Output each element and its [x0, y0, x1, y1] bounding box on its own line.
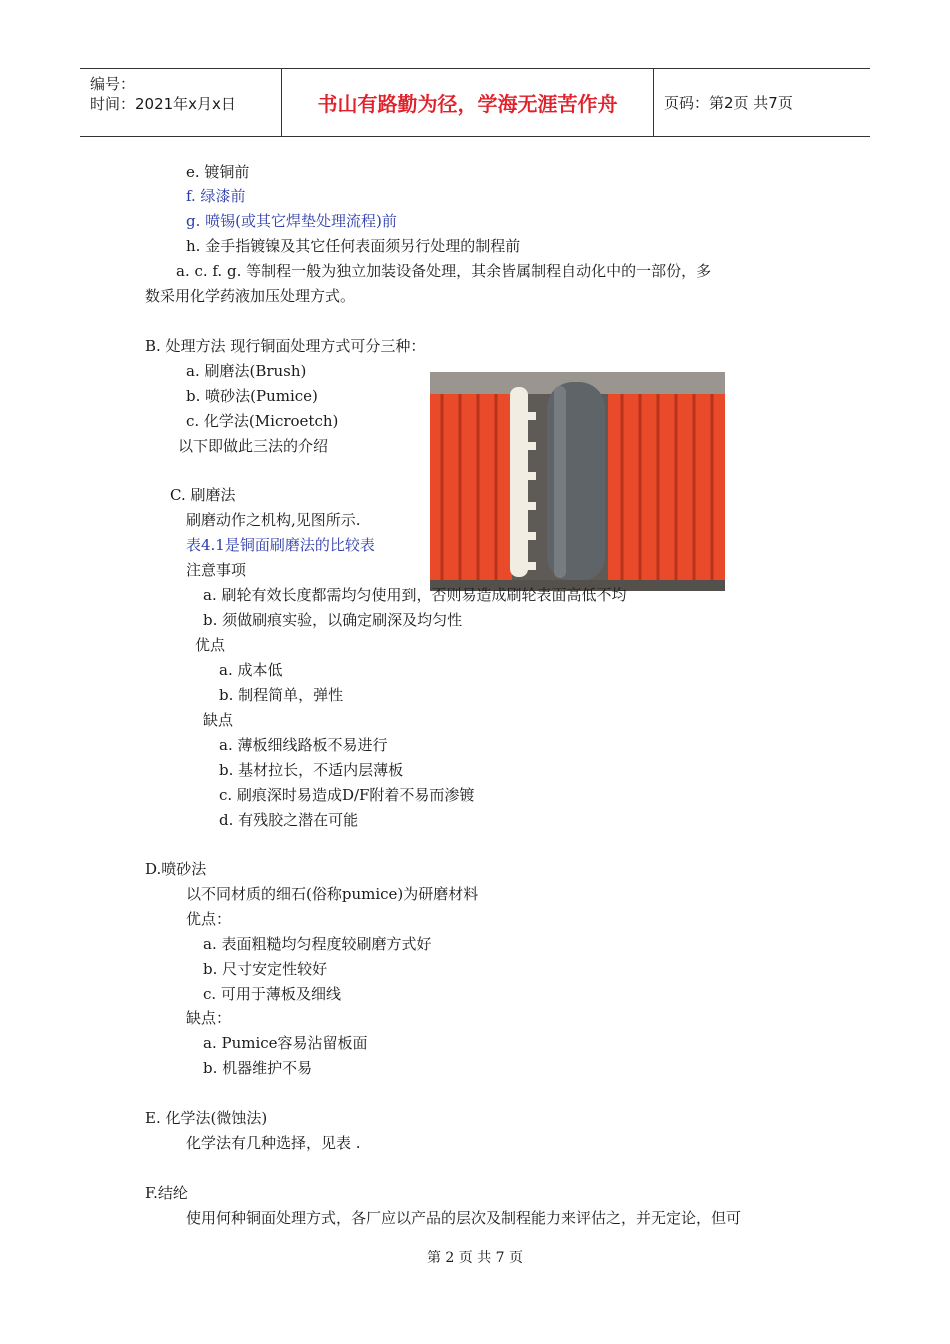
- section-heading: B. 处理方法 现行铜面处理方式可分三种：: [145, 337, 426, 355]
- paragraph-line: 数采用化学药液加压处理方式。: [145, 287, 356, 305]
- page-header: [80, 68, 870, 137]
- doc-number-label: 编号：: [90, 75, 136, 93]
- page-info: 页码：第2页 共7页: [664, 94, 793, 112]
- subheading: 注意事项: [186, 561, 247, 579]
- brush-machine-photo: [430, 372, 725, 591]
- list-item: d. 有残胶之潜在可能: [219, 811, 359, 829]
- header-page-cell: [654, 69, 870, 136]
- list-item: f. 绿漆前: [186, 187, 246, 205]
- list-item: c. 刷痕深时易造成D/F附着不易而渗镀: [219, 786, 475, 804]
- section-heading: F.结纶: [145, 1184, 188, 1202]
- list-item: a. 薄板细线路板不易进行: [219, 736, 388, 754]
- paragraph-line: a. c. f. g. 等制程一般为独立加装设备处理，其余皆属制程自动化中的一部份，多: [176, 262, 712, 280]
- subheading: 优点: [195, 636, 226, 654]
- subheading: 缺点: [203, 711, 234, 729]
- section-heading: E. 化学法(微蚀法): [145, 1109, 268, 1127]
- paragraph-line: 化学法有几种选择，见表 .: [186, 1134, 361, 1152]
- doc-time-label: 时间：2021年x月x日: [90, 95, 236, 113]
- list-item: g. 喷锡(或其它焊垫处理流程)前: [186, 212, 397, 230]
- list-item: a. 表面粗糙均匀程度较刷磨方式好: [203, 935, 432, 953]
- list-item: a. 刷磨法(Brush): [186, 362, 307, 380]
- paragraph-line: 以不同材质的细石(俗称pumice)为研磨材料: [186, 885, 479, 903]
- list-item: b. 须做刷痕实验，以确定刷深及均匀性: [203, 611, 463, 629]
- list-item: c. 可用于薄板及细线: [203, 985, 341, 1003]
- page-footer: 第 2 页 共 7 页: [426, 1250, 524, 1266]
- list-item: b. 尺寸安定性较好: [203, 960, 328, 978]
- table-reference-link[interactable]: 表4.1是铜面刷磨法的比较表: [186, 536, 375, 554]
- paragraph-line: 使用何种铜面处理方式，各厂应以产品的层次及制程能力来评估之，并无定论，但可: [186, 1209, 742, 1227]
- motto-text: 书山有路勤为径，学海无涯苦作舟: [317, 92, 618, 116]
- paragraph-line: 以下即做此三法的介绍: [178, 437, 329, 455]
- list-item: e. 镀铜前: [186, 163, 250, 181]
- list-item: a. Pumice容易沾留板面: [203, 1034, 368, 1052]
- subheading: 优点：: [186, 910, 232, 928]
- header-motto-cell: [282, 69, 654, 136]
- paragraph-line: 刷磨动作之机构,见图所示.: [186, 511, 361, 529]
- list-item: b. 机器维护不易: [203, 1059, 313, 1077]
- header-left-cell: [80, 69, 282, 136]
- section-heading: C. 刷磨法: [170, 486, 236, 504]
- subheading: 缺点：: [186, 1009, 232, 1027]
- list-item: a. 成本低: [219, 661, 283, 679]
- list-item: b. 喷砂法(Pumice): [186, 387, 318, 405]
- section-heading: D.喷砂法: [145, 860, 207, 878]
- list-item: c. 化学法(Microetch): [186, 412, 339, 430]
- list-item: b. 基材拉长，不适内层薄板: [219, 761, 404, 779]
- list-item: b. 制程简单，弹性: [219, 686, 344, 704]
- list-item: h. 金手指镀镍及其它任何表面须另行处理的制程前: [186, 237, 521, 255]
- list-item: a. 刷轮有效长度都需均匀使用到，否则易造成刷轮表面高低不均: [203, 586, 627, 604]
- brush-machine-illustration: [430, 372, 725, 591]
